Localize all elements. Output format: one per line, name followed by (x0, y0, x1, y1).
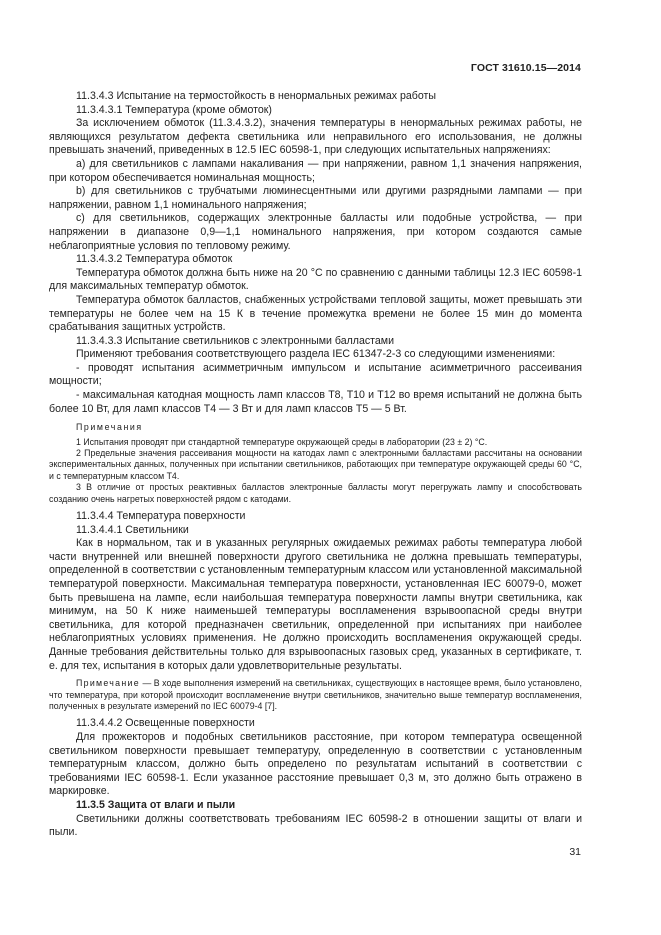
note-item: 3 В отличие от простых реактивных балластов электронные балласты могут перегружать лампу и способствовать созданию очень нагретых поверхностей рядом с катодами. (49, 482, 582, 504)
clause-heading: 11.3.4.4 Температура поверхности (76, 510, 246, 523)
paragraph: Как в нормальном, так и в указанных регулярных ожидаемых режимах работы температура любой части внутренней или внешней поверхности другого светильника не должна превышать температуры, определенной в соответствии с установленным температурным классом или установленной максимальной температурой поверхности. Максимальная температура поверхности, установленная IEC 60079-0, может быть превышена на лампе, если наибольшая температура поверхности лампы внутри светильника, как минимум, на 50 К ниже наименьшей температуры воспламенения взрывоопасной среды внутри светильника, для которой предназначен светильник, определенной при испытаниях при наиболее неблагоприятных условиях применения. Не должно происходить воспламенения окружающей среды. Данные требования действительны только для взрывоопасных газовых сред, указанных в сертификате, т. е. для тех, испытания в которых дали удовлетворительные результаты. (49, 537, 582, 672)
paragraph: Применяют требования соответствующего раздела IEC 61347-2-3 со следующими изменениями: (76, 348, 556, 361)
standard-designation: ГОСТ 31610.15—2014 (470, 62, 581, 74)
paragraph: За исключением обмоток (11.3.4.3.2), значения температуры в ненормальных режимах работы, не являющихся результатом дефекта светильника или неправильного его использования, не должны превышать значений, приведенных в 12.5 IEC 60598-1, при следующих испытательных напряжениях: (49, 117, 582, 157)
paragraph: Температура обмоток балластов, снабженных устройствами тепловой защиты, может превышать эти температуры не более чем на 15 К в течение промежутка времени не более 15 мин до момента срабатывания защитных устройств. (49, 293, 582, 334)
list-item: c) для светильников, содержащих электронные балласты или подобные устройства, — при напряжении в диапазоне 0,9—1,1 номинального напряжения, при котором создаются самые неблагоприятные условия по тепловому режиму. (49, 212, 582, 252)
list-item: a) для светильников с лампами накаливания — при напряжении, равном 1,1 значения напряжения, при котором обеспечивается номинальная мощность; (49, 157, 582, 184)
page-number: 31 (569, 846, 581, 858)
clause-heading: 11.3.4.3.2 Температура обмоток (76, 253, 233, 266)
note-item: 2 Предельные значения рассеивания мощности на катодах ламп с электронными балластами рассчитаны на основании экспериментальных данных, полученных при испытании светильников, работающих при температуре окружающей среды 60 °С, и с температурным классом Т4. (49, 448, 582, 481)
paragraph: Для прожекторов и подобных светильников расстояние, при котором температура освещенной светильником поверхности превышает температуру, определенную в соответствии с установленным температурным классом, должно быть определено по результатам испытаний в соответствии с требованиями IEC 60598-1. Если указанное расстояние превышает 0,3 м, это должно быть отражено в маркировке. (49, 731, 582, 798)
clause-heading: 11.3.4.3.3 Испытание светильников с электронными балластами (76, 334, 394, 347)
section-heading: 11.3.5 Защита от влаги и пыли (76, 799, 236, 811)
clause-heading: 11.3.4.3.1 Температура (кроме обмоток) (76, 103, 272, 116)
notes-heading: Примечания (76, 422, 143, 433)
paragraph: Температура обмоток должна быть ниже на 20 °С по сравнению с данными таблицы 12.3 IEC 60598-1 для максимальных температур обмоток. (49, 266, 582, 293)
list-item: - проводят испытания асимметричным импульсом и испытание асимметричного рассеивания мощности; (49, 361, 582, 388)
clause-heading: 11.3.4.4.1 Светильники (76, 523, 189, 536)
note-item: 1 Испытания проводят при стандартной температуре окружающей среды в лаборатории (23 ± 2) °С. (76, 436, 488, 447)
note-single (49, 678, 582, 712)
clause-heading: 11.3.4.3 Испытание на термостойкость в ненормальных режимах работы (76, 90, 436, 102)
list-item: - максимальная катодная мощность ламп классов Т8, Т10 и Т12 во время испытаний не должна быть более 10 Вт, для ламп классов Т4 — 3 Вт и для ламп классов Т5 — 5 Вт. (49, 389, 582, 415)
clause-heading: 11.3.4.4.2 Освещенные поверхности (76, 717, 255, 730)
note-text: — В ходе выполнения измерений на светильниках, существующих в настоящее время, было установлено, что температура, при которой происходит воспламенение внутри светильников, значительно выше температур воспламенения, полученных в результате измерений по IEC 60079-4 [7]. (49, 678, 582, 712)
list-item: b) для светильников с трубчатыми люминесцентными или другими разрядными лампами — при напряжении, равном 1,1 номинального напряжения; (49, 185, 582, 211)
document-body (49, 90, 582, 840)
paragraph: Светильники должны соответствовать требованиям IEC 60598-2 в отношении защиты от влаги и пыли. (49, 812, 582, 839)
note-label: Примечание (76, 678, 140, 689)
